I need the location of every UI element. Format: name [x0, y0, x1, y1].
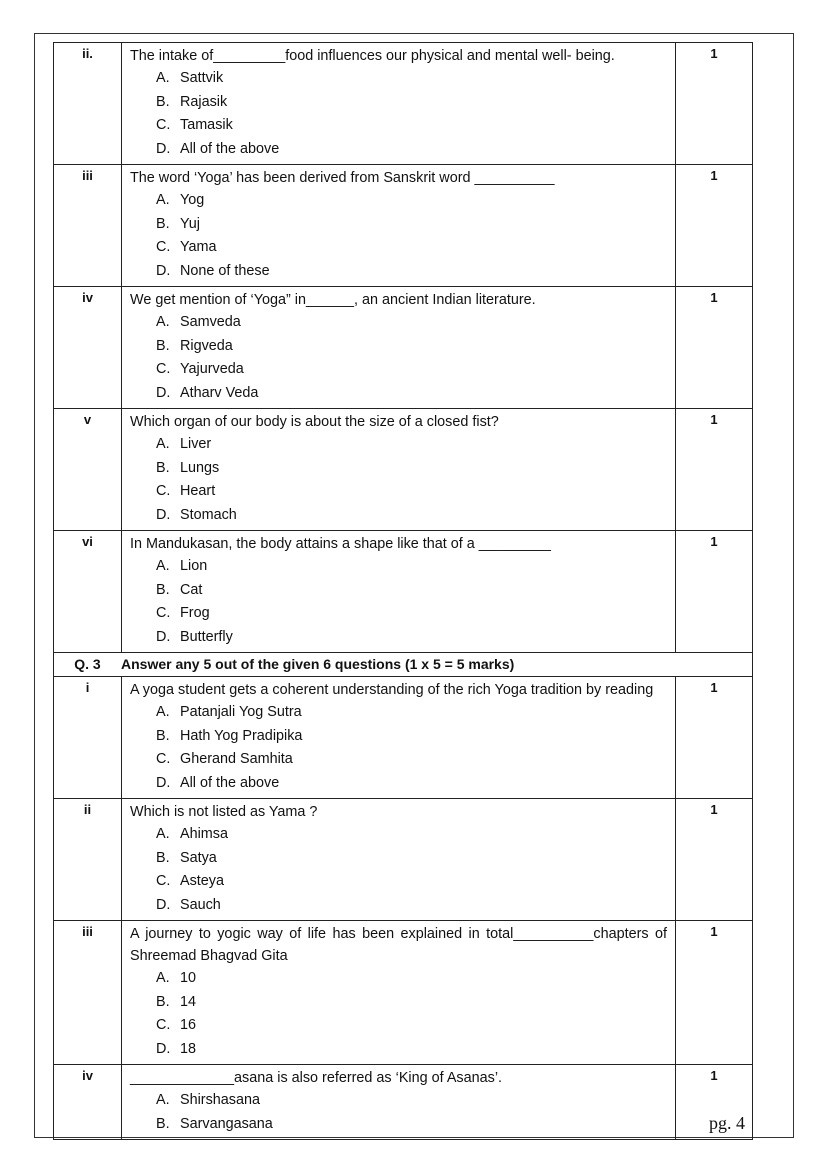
question-marks: 1 [676, 531, 753, 653]
question-marks: 1 [676, 287, 753, 409]
question-group-b [54, 677, 753, 1140]
answer-option [130, 335, 667, 359]
question-marks: 1 [676, 1065, 753, 1140]
question-row [54, 799, 753, 921]
answer-option [130, 358, 667, 382]
option-letter: B. [156, 337, 170, 354]
option-letter: A. [156, 70, 170, 86]
page-number: pg. 4 [709, 1113, 745, 1133]
answer-option [130, 504, 667, 528]
option-letter: D. [156, 896, 171, 913]
answer-option [130, 189, 667, 213]
option-text: Sarvangasana [180, 1115, 273, 1132]
question-marks: 1 [676, 43, 753, 165]
question-row [54, 43, 753, 165]
option-text: 10 [180, 970, 197, 986]
option-text: Rigveda [180, 337, 233, 354]
question-marks: 1 [676, 677, 753, 799]
answer-option [130, 748, 667, 772]
question-body [122, 1065, 676, 1140]
option-letter: A. [156, 1092, 170, 1108]
answer-option [130, 991, 667, 1015]
answer-option [130, 67, 667, 91]
option-text: 14 [180, 993, 197, 1010]
answer-option [130, 555, 667, 579]
option-letter: C. [156, 117, 171, 133]
option-text: Shirshasana [180, 1092, 260, 1108]
option-letter: A. [156, 192, 170, 208]
section-number: Q. 3 [74, 656, 101, 672]
section-header-cell [54, 653, 753, 677]
option-letter: D. [156, 262, 171, 279]
option-text: Asteya [180, 873, 224, 889]
option-letter: C. [156, 751, 171, 767]
answer-option [130, 138, 667, 162]
option-text: Hath Yog Pradipika [180, 727, 303, 744]
question-text: In Mandukasan, the body attains a shape like that of a _________ [130, 536, 551, 552]
question-row [54, 677, 753, 799]
answer-option [130, 772, 667, 796]
option-text: 18 [180, 1040, 197, 1057]
question-number: vi [54, 531, 122, 653]
option-letter: B. [156, 581, 170, 598]
option-letter: B. [156, 993, 170, 1010]
option-text: Satya [180, 849, 217, 866]
option-letter: D. [156, 506, 171, 523]
option-text: Yog [180, 192, 205, 208]
answer-option [130, 725, 667, 749]
question-row [54, 287, 753, 409]
option-text: Rajasik [180, 93, 228, 110]
question-row [54, 531, 753, 653]
option-text: Yama [180, 239, 217, 255]
answer-option [130, 213, 667, 237]
option-text: Butterfly [180, 628, 233, 645]
section-header-row [54, 653, 753, 677]
question-number: i [54, 677, 122, 799]
question-text: The word ‘Yoga’ has been derived from Sanskrit word __________ [130, 170, 555, 186]
question-body [122, 287, 676, 409]
option-letter: C. [156, 483, 171, 499]
answer-option [130, 1014, 667, 1038]
option-text: Cat [180, 581, 203, 598]
section-header-group [54, 653, 753, 677]
question-text: A journey to yogic way of life has been explained in total__________chapters of Shreemad Bhagvad Gita [130, 926, 667, 964]
question-number: iii [54, 165, 122, 287]
question-body [122, 409, 676, 531]
option-text: Gherand Samhita [180, 751, 293, 767]
option-letter: B. [156, 727, 170, 744]
question-row [54, 921, 753, 1065]
option-letter: C. [156, 361, 171, 377]
question-text: A yoga student gets a coherent understanding of the rich Yoga tradition by reading [130, 682, 654, 698]
question-marks: 1 [676, 799, 753, 921]
option-letter: A. [156, 826, 170, 842]
question-number: ii. [54, 43, 122, 165]
option-letter: A. [156, 704, 170, 720]
question-group-a [54, 43, 753, 653]
answer-option [130, 236, 667, 260]
option-text: Stomach [180, 506, 237, 523]
question-number: iii [54, 921, 122, 1065]
question-marks: 1 [676, 165, 753, 287]
question-row [54, 1065, 753, 1140]
answer-option [130, 433, 667, 457]
question-text: We get mention of ‘Yoga” in______, an ancient Indian literature. [130, 292, 536, 308]
option-letter: D. [156, 1040, 171, 1057]
answer-option [130, 1113, 667, 1137]
answer-option [130, 457, 667, 481]
option-letter: C. [156, 1017, 171, 1033]
option-letter: A. [156, 436, 170, 452]
answer-option [130, 311, 667, 335]
option-text: Heart [180, 483, 216, 499]
option-text: Patanjali Yog Sutra [180, 704, 302, 720]
answer-option [130, 847, 667, 871]
question-text: Which organ of our body is about the size of a closed fist? [130, 414, 499, 430]
question-text: _____________asana is also referred as ‘King of Asanas’. [130, 1070, 503, 1086]
option-letter: C. [156, 873, 171, 889]
answer-option [130, 114, 667, 138]
question-body [122, 799, 676, 921]
option-letter: D. [156, 774, 171, 791]
question-number: v [54, 409, 122, 531]
question-marks: 1 [676, 921, 753, 1065]
option-text: Samveda [180, 314, 241, 330]
option-text: Tamasik [180, 117, 233, 133]
option-text: Yuj [180, 215, 201, 232]
question-body [122, 165, 676, 287]
option-letter: B. [156, 93, 170, 110]
answer-option [130, 894, 667, 918]
question-number: iv [54, 287, 122, 409]
answer-option [130, 480, 667, 504]
answer-option [130, 260, 667, 284]
answer-option [130, 91, 667, 115]
option-text: None of these [180, 262, 270, 279]
option-letter: D. [156, 628, 171, 645]
question-body [122, 43, 676, 165]
option-letter: B. [156, 215, 170, 232]
answer-option [130, 701, 667, 725]
question-body [122, 677, 676, 799]
option-letter: B. [156, 849, 170, 866]
answer-option [130, 382, 667, 406]
answer-option [130, 1089, 667, 1113]
option-letter: D. [156, 140, 171, 157]
answer-option [130, 967, 667, 991]
answer-option [130, 870, 667, 894]
option-letter: B. [156, 1115, 170, 1132]
question-text: Which is not listed as Yama ? [130, 804, 318, 820]
option-letter: D. [156, 384, 171, 401]
option-text: Lion [180, 558, 208, 574]
option-text: Ahimsa [180, 826, 228, 842]
question-row [54, 165, 753, 287]
answer-option [130, 602, 667, 626]
option-text: Atharv Veda [180, 384, 259, 401]
option-letter: A. [156, 558, 170, 574]
option-text: All of the above [180, 140, 280, 157]
question-number: iv [54, 1065, 122, 1140]
question-table [53, 42, 753, 1140]
question-marks: 1 [676, 409, 753, 531]
answer-option [130, 579, 667, 603]
option-text: All of the above [180, 774, 280, 791]
option-letter: B. [156, 459, 170, 476]
option-text: Sauch [180, 896, 221, 913]
question-number: ii [54, 799, 122, 921]
question-row [54, 409, 753, 531]
option-letter: C. [156, 239, 171, 255]
answer-option [130, 1038, 667, 1062]
question-text: The intake of_________food influences our physical and mental well- being. [130, 48, 615, 64]
option-text: Sattvik [180, 70, 224, 86]
option-text: Frog [180, 605, 210, 621]
answer-option [130, 823, 667, 847]
section-instructions: Answer any 5 out of the given 6 questions (1 x 5 = 5 marks) [121, 656, 515, 672]
option-letter: C. [156, 605, 171, 621]
option-text: 16 [180, 1017, 197, 1033]
question-body [122, 531, 676, 653]
option-letter: A. [156, 314, 170, 330]
option-text: Liver [180, 436, 212, 452]
option-text: Lungs [180, 459, 220, 476]
answer-option [130, 626, 667, 650]
option-letter: A. [156, 970, 170, 986]
question-body [122, 921, 676, 1065]
option-text: Yajurveda [180, 361, 244, 377]
